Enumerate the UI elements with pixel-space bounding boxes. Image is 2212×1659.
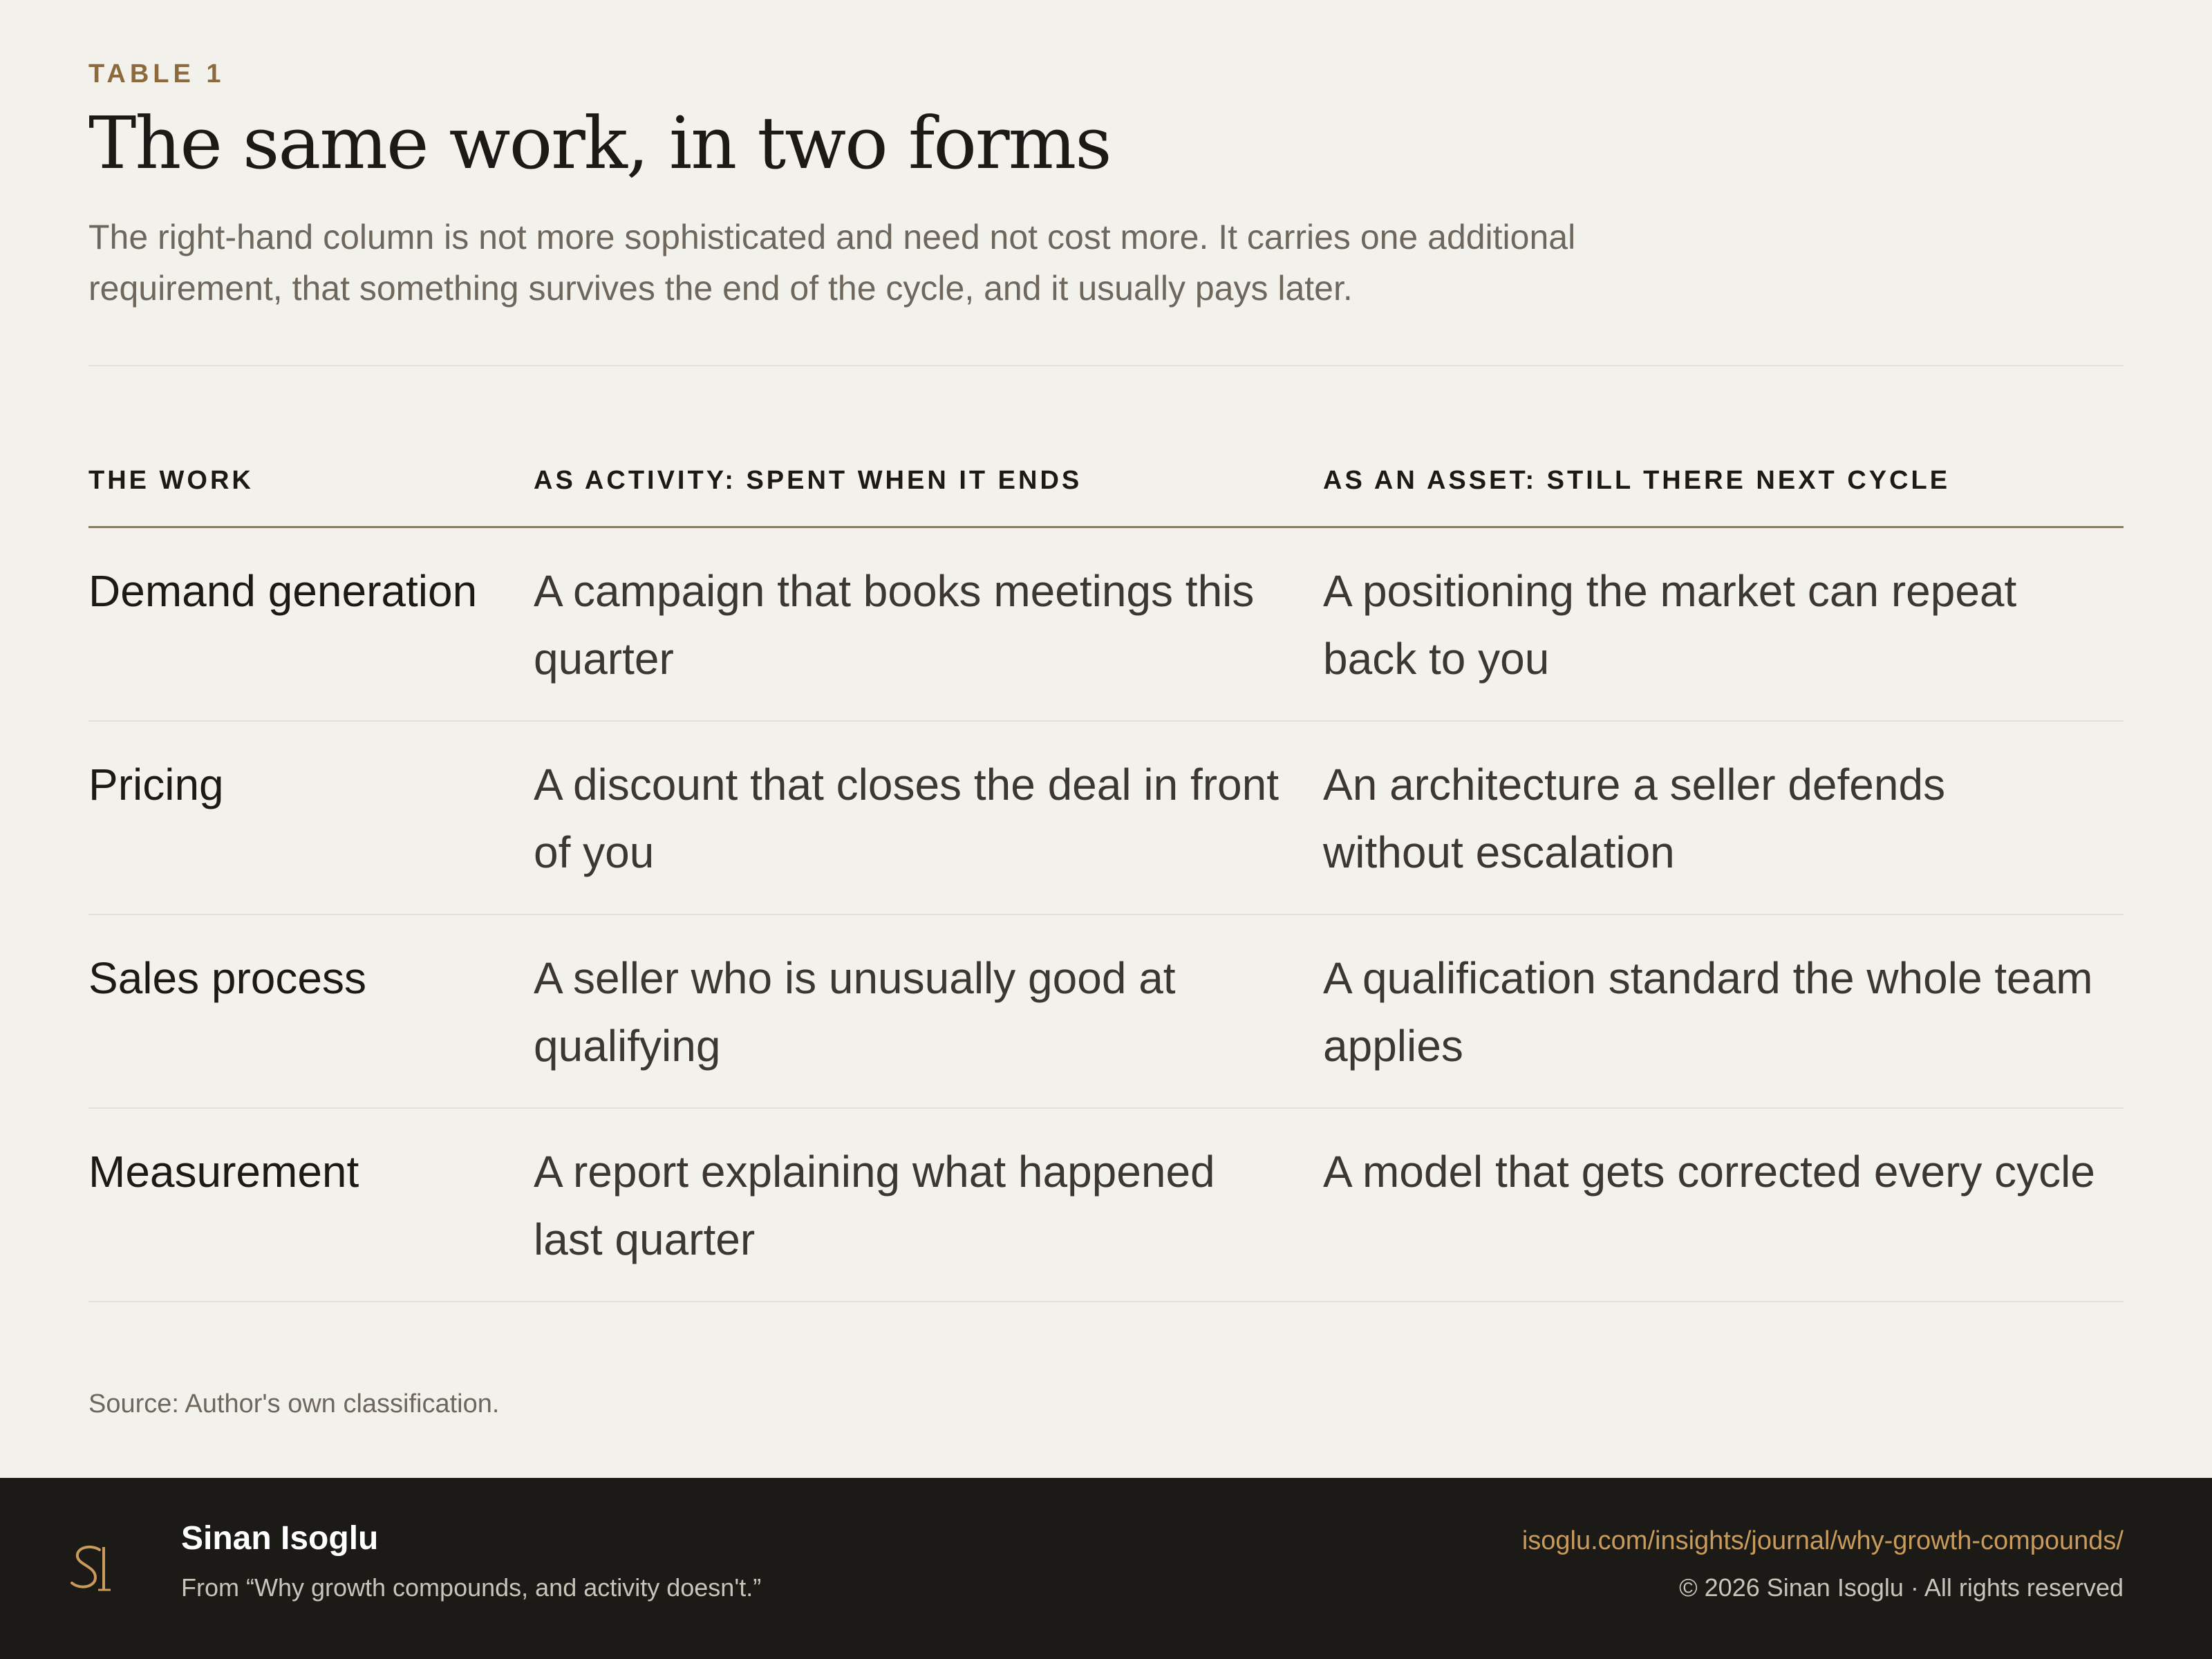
article-link[interactable]: isoglu.com/insights/journal/why-growth-compounds/: [1521, 1526, 2124, 1555]
table-row: [88, 528, 2124, 722]
column-header-asset: AS AN ASSET: STILL THERE NEXT CYCLE: [1323, 466, 1951, 495]
author-name: Sinan Isoglu: [181, 1520, 379, 1557]
cell-asset: An architecture a seller defends without escalation: [1323, 760, 1946, 877]
cell-work: Measurement: [88, 1147, 359, 1197]
cell-activity: A discount that closes the deal in front of you: [534, 760, 1279, 877]
cell-asset: A qualification standard the whole team applies: [1323, 953, 2093, 1071]
article-reference: From “Why growth compounds, and activity doesn't.”: [181, 1573, 762, 1602]
table-row: [88, 915, 2124, 1109]
page-title: The same work, in two forms: [88, 101, 1111, 185]
cell-work: Demand generation: [88, 566, 478, 616]
si-monogram-icon: [64, 1540, 119, 1595]
cell-activity: A seller who is unusually good at qualifying: [534, 953, 1176, 1071]
table-row: [88, 722, 2124, 915]
comparison-table: [88, 456, 2124, 1302]
cell-asset: A model that gets corrected every cycle: [1323, 1147, 2095, 1197]
column-header-work: THE WORK: [88, 466, 254, 495]
divider: [88, 365, 2124, 366]
table-header: [88, 456, 2124, 528]
column-header-activity: AS ACTIVITY: SPENT WHEN IT ENDS: [534, 466, 1082, 495]
source-note: Source: Author's own classification.: [88, 1389, 500, 1418]
cell-work: Pricing: [88, 760, 224, 809]
table-eyebrow: TABLE 1: [88, 59, 225, 88]
page-subtitle: The right-hand column is not more sophisticated and need not cost more. It carries one additional requirement, that something survives the end of the cycle, and it usually pays later.: [88, 218, 1576, 308]
copyright: © 2026 Sinan Isoglu · All rights reserved: [1679, 1573, 2124, 1602]
table-row: [88, 1109, 2124, 1302]
cell-work: Sales process: [88, 953, 366, 1003]
cell-activity: A campaign that books meetings this quarter: [534, 566, 1255, 684]
cell-asset: A positioning the market can repeat back to you: [1323, 566, 2017, 684]
footer: [0, 1478, 2212, 1659]
cell-activity: A report explaining what happened last quarter: [534, 1147, 1215, 1264]
